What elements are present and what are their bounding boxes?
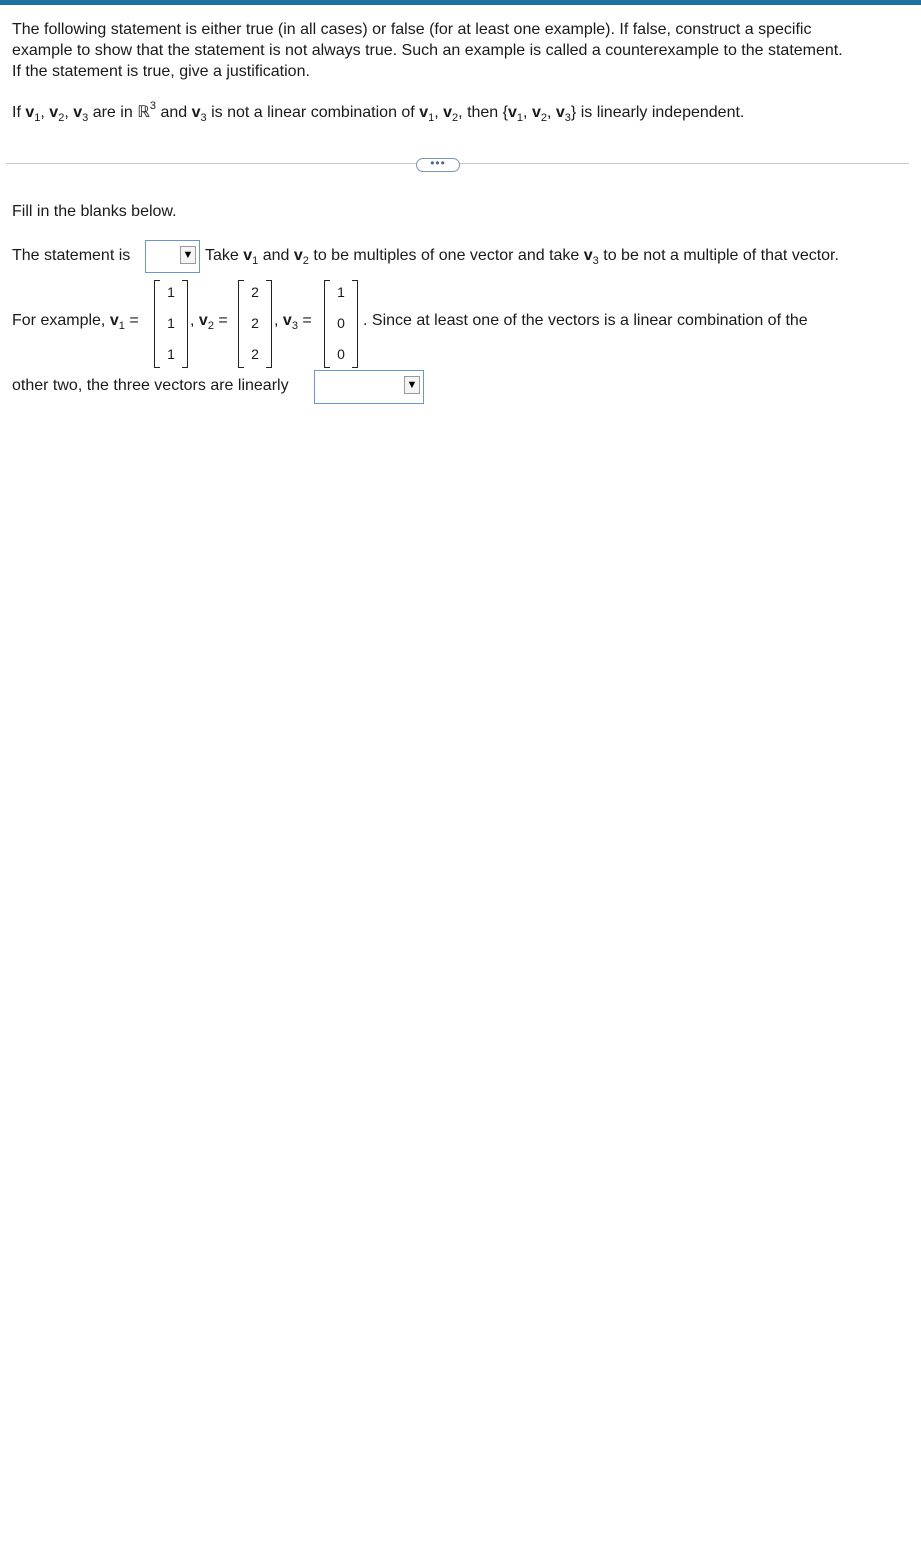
question-statement: If $v_1$, $v_2$, $v_3$ are in ℝ$^3$ and $v_3$ is not a linear combination of $v_1$, $v_2$, then {$v_1$, $v_2$, $v_3$} is linearly independent.: [12, 100, 745, 124]
v2-label: , $v_2$ =: [190, 312, 228, 332]
vector-v1-entry-1: 1: [167, 284, 175, 300]
fill-in-instructions: Fill in the blanks below.: [12, 203, 177, 220]
vector-v1-entry-3: 1: [167, 346, 175, 362]
prompt-line-1: The following statement is either true (in all cases) or false (for at least one example). If false, construct a specific: [12, 21, 812, 38]
vector-v2-entry-1: 2: [251, 284, 259, 300]
vector-v1-entry-2: 1: [167, 315, 175, 331]
prompt-line-3: If the statement is true, give a justification.: [12, 63, 310, 80]
right-bracket: [266, 280, 272, 368]
right-bracket: [352, 280, 358, 368]
vector-v3-entry-1: 1: [337, 284, 345, 300]
chevron-down-icon[interactable]: ▼: [404, 376, 420, 394]
right-bracket: [182, 280, 188, 368]
left-bracket: [154, 280, 160, 368]
question-prompt: [12, 19, 907, 82]
example-explanation: . Since at least one of the vectors is a linear combination of the: [363, 312, 808, 329]
left-bracket: [238, 280, 244, 368]
vector-v1-matrix: [161, 280, 181, 366]
vector-v2-matrix: [245, 280, 265, 366]
dependence-dropdown[interactable]: [314, 370, 424, 404]
true-false-dropdown[interactable]: [145, 240, 200, 273]
vector-v3-matrix: [331, 280, 351, 366]
prompt-line-2: example to show that the statement is not always true. Such an example is called a counterexample to the statement.: [12, 42, 843, 59]
real-numbers-symbol: ℝ: [137, 104, 150, 121]
statement-is-label: The statement is: [12, 247, 131, 264]
hint-text: Take $v_1$ and $v_2$ to be multiples of one vector and take $v_3$ to be not a multiple of that vector.: [205, 247, 839, 267]
vector-v3-entry-2: 0: [337, 315, 345, 331]
expand-more-button[interactable]: •••: [416, 158, 460, 172]
example-label: For example, $v_1$ =: [12, 312, 139, 332]
chevron-down-icon[interactable]: ▼: [180, 246, 196, 264]
vector-v2-entry-3: 2: [251, 346, 259, 362]
left-bracket: [324, 280, 330, 368]
linearly-label: other two, the three vectors are linearly: [12, 377, 289, 394]
v3-label: , $v_3$ =: [274, 312, 312, 332]
vector-v3-entry-3: 0: [337, 346, 345, 362]
top-accent-bar: [0, 0, 921, 5]
vector-v2-entry-2: 2: [251, 315, 259, 331]
